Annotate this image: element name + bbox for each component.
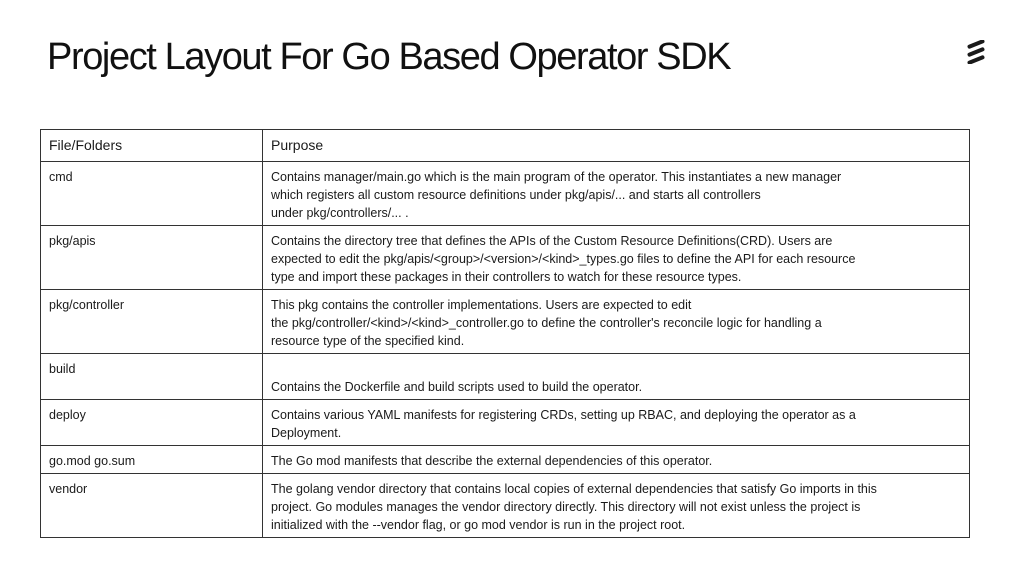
purpose-cell: The Go mod manifests that describe the external dependencies of this operator.: [263, 446, 970, 474]
project-layout-table: [40, 129, 970, 538]
purpose-cell: This pkg contains the controller implementations. Users are expected to edit the pkg/controller/<kind>/<kind>_controller.go to define the controller's reconcile logic for handling a resource type of the specified kind.: [263, 290, 970, 354]
table-row: [41, 474, 970, 538]
table-row: [41, 162, 970, 226]
table-row: [41, 290, 970, 354]
table-header-row: [41, 130, 970, 162]
page-title: Project Layout For Go Based Operator SDK: [47, 36, 731, 78]
purpose-cell: The golang vendor directory that contains local copies of external dependencies that satisfy Go imports in this project. Go modules manages the vendor directory directly. This directory will not exist unless the project is initialized with the --vendor flag, or go mod vendor is run in the project root.: [263, 474, 970, 538]
folder-cell: deploy: [41, 400, 263, 446]
folder-cell: cmd: [41, 162, 263, 226]
folder-cell: vendor: [41, 474, 263, 538]
table-row: [41, 400, 970, 446]
purpose-cell: Contains the directory tree that defines the APIs of the Custom Resource Definitions(CRD). Users are expected to edit the pkg/apis/<group>/<version>/<kind>_types.go files to define the API for each resource type and import these packages in their controllers to watch for these resource types.: [263, 226, 970, 290]
purpose-cell: Contains the Dockerfile and build scripts used to build the operator.: [263, 354, 970, 400]
table-row: [41, 226, 970, 290]
purpose-cell: Contains various YAML manifests for registering CRDs, setting up RBAC, and deploying the operator as a Deployment.: [263, 400, 970, 446]
folder-cell: go.mod go.sum: [41, 446, 263, 474]
table-row: [41, 354, 970, 400]
table-row: [41, 446, 970, 474]
folder-cell: pkg/controller: [41, 290, 263, 354]
purpose-cell: Contains manager/main.go which is the main program of the operator. This instantiates a new manager which registers all custom resource definitions under pkg/apis/... and starts all controllers under pkg/controllers/... .: [263, 162, 970, 226]
folder-cell: build: [41, 354, 263, 400]
column-header-purpose: Purpose: [263, 130, 970, 162]
folder-cell: pkg/apis: [41, 226, 263, 290]
column-header-file-folders: File/Folders: [41, 130, 263, 162]
ericsson-logo-icon: [966, 40, 986, 64]
